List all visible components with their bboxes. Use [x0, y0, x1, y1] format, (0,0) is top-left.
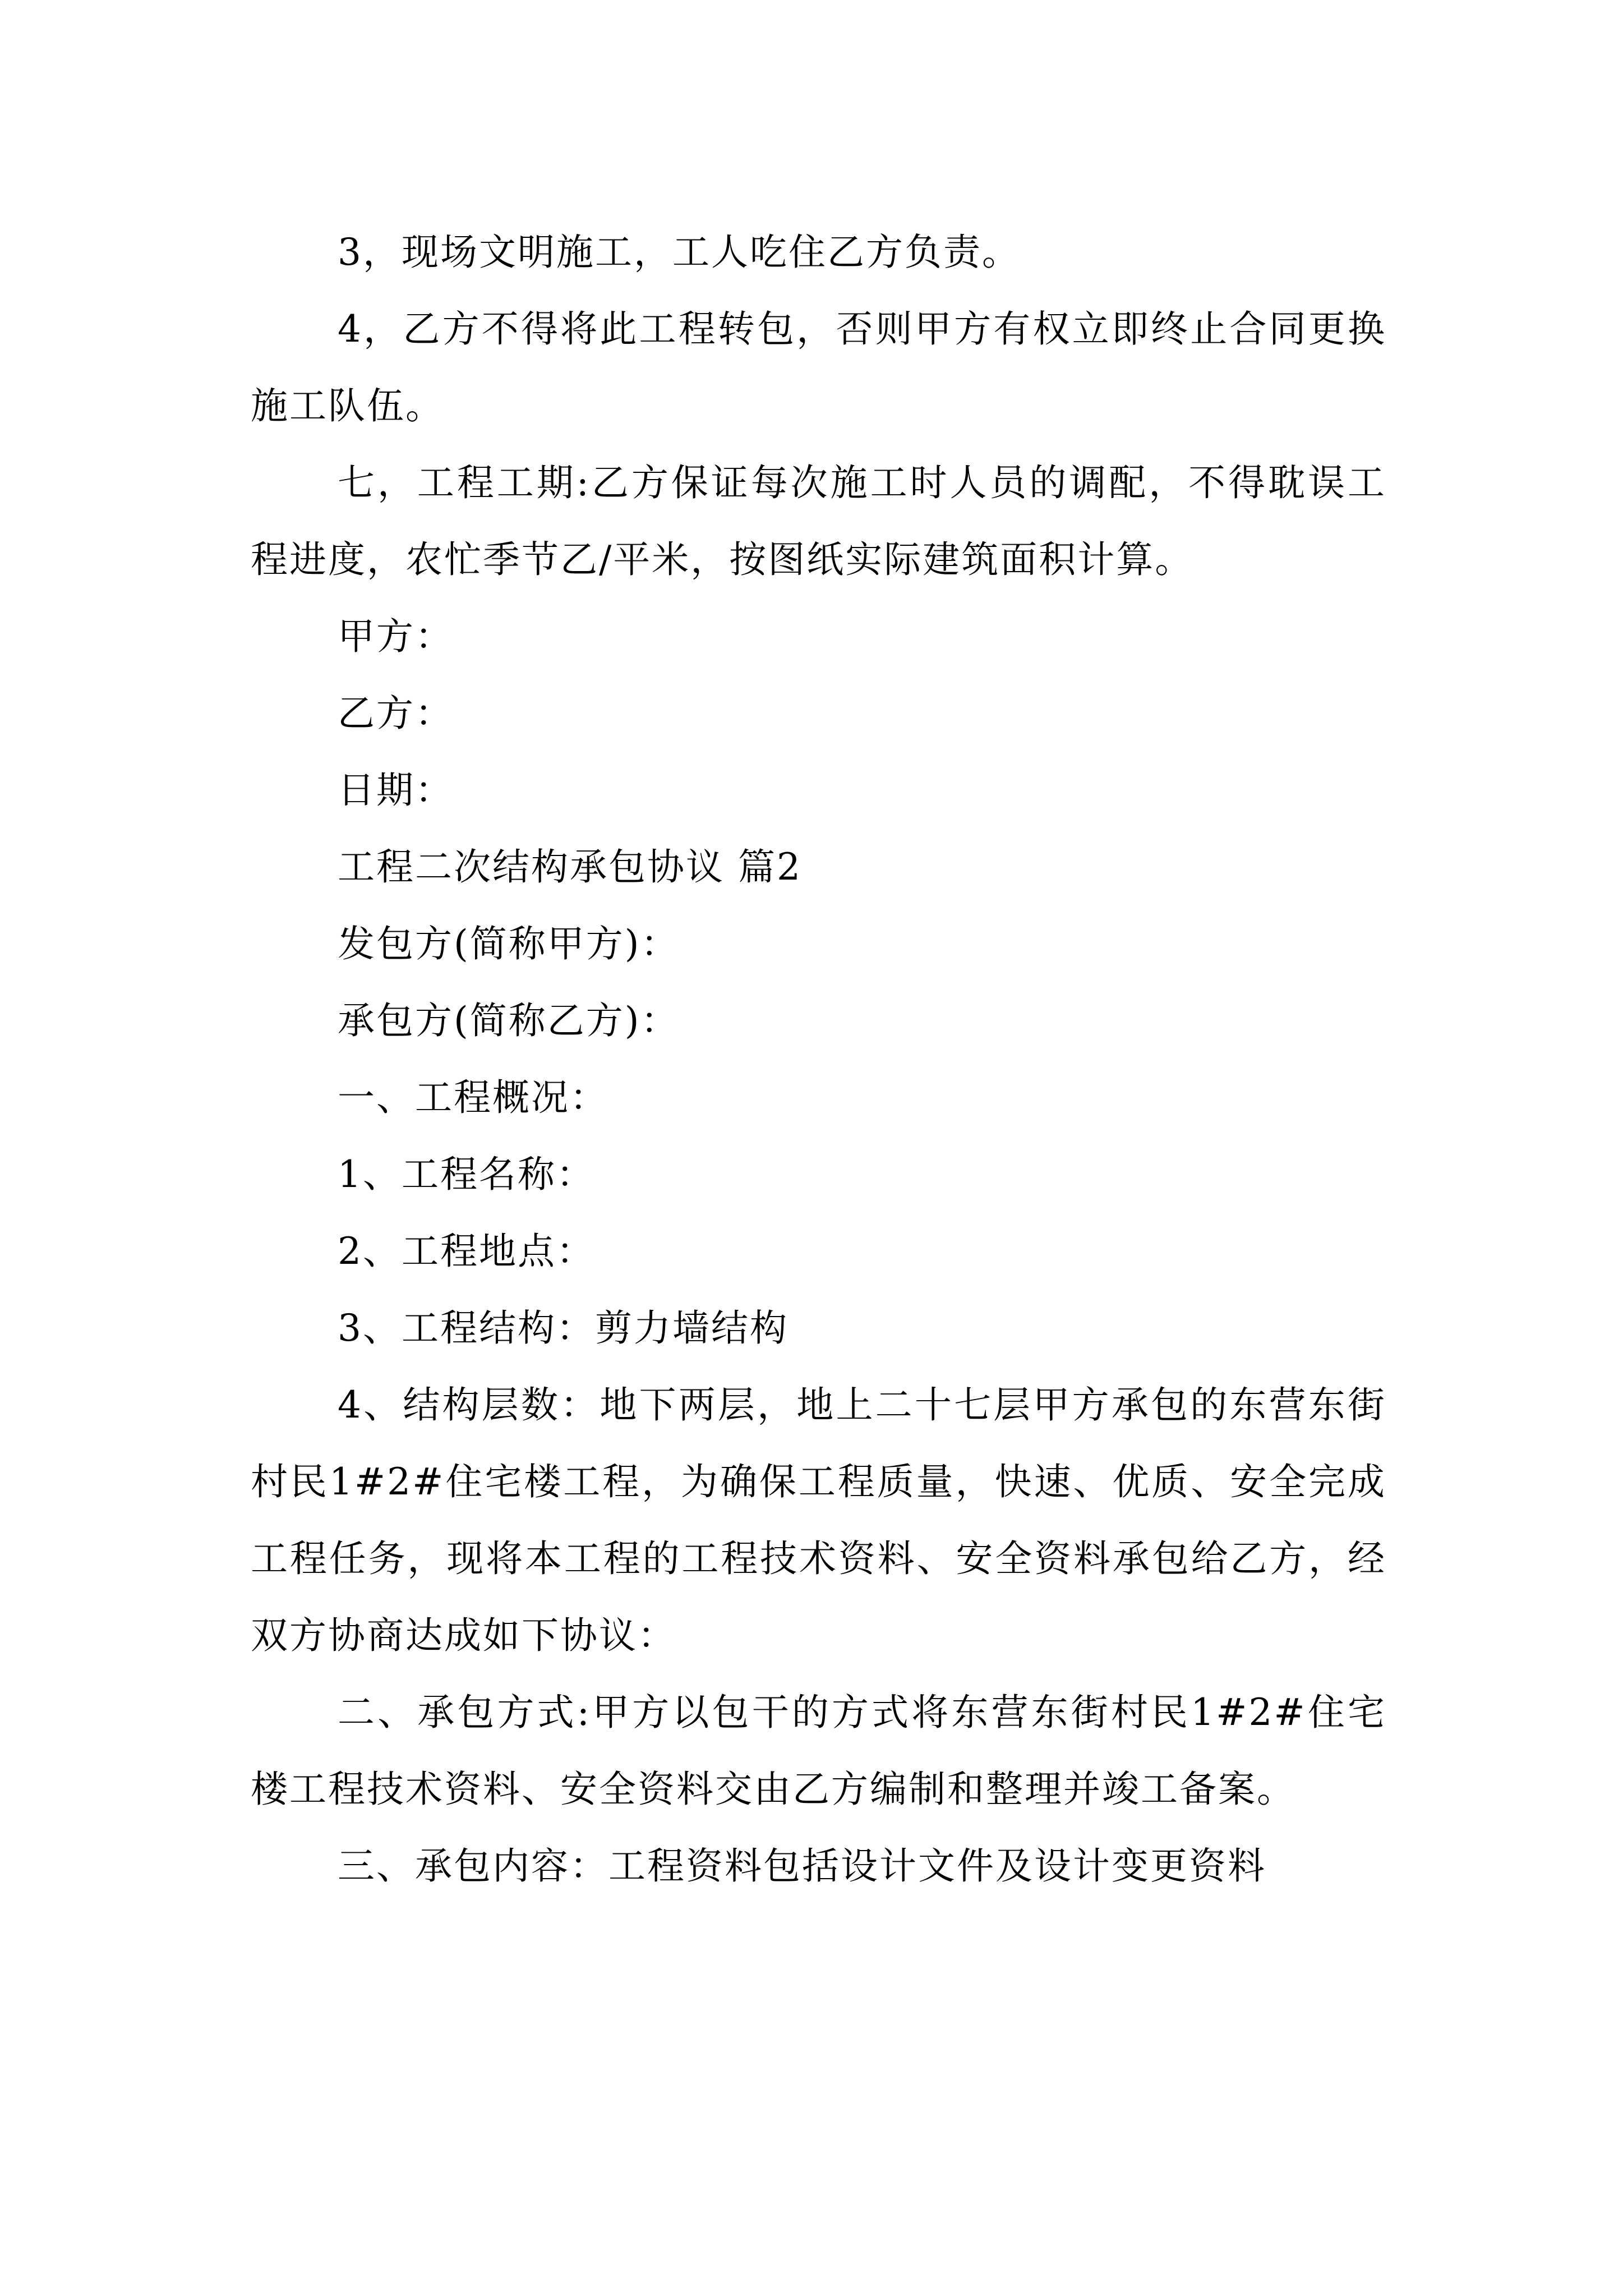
- paragraph-construction-period: 七，工程工期:乙方保证每次施工时人员的调配，不得耽误工程进度，农忙季节乙/平米，按图纸实际建筑面积计算。: [251, 461, 1386, 581]
- paragraph-civilized-construction: 3，现场文明施工，工人吃住乙方负责。: [338, 231, 1021, 274]
- item-project-location: 2、工程地点：: [338, 1230, 595, 1273]
- paragraph-contract-content: 三、承包内容：工程资料包括设计文件及设计变更资料: [338, 1844, 1266, 1888]
- paragraph-no-subcontract: 4，乙方不得将此工程转包，否则甲方有权立即终止合同更换施工队伍。: [251, 307, 1386, 427]
- section-title-agreement-2: 工程二次结构承包协议 篇2: [338, 845, 802, 889]
- document-body: [251, 214, 1386, 1904]
- signature-party-b: 乙方：: [338, 692, 454, 735]
- item-project-structure: 3、工程结构：剪力墙结构: [338, 1306, 789, 1350]
- contractor-line: 承包方(简称乙方)：: [338, 999, 680, 1042]
- item-project-name: 1、工程名称：: [338, 1153, 595, 1196]
- heading-project-overview: 一、工程概况：: [338, 1076, 608, 1119]
- signature-date: 日期：: [338, 769, 454, 812]
- paragraph-contract-method: 二、承包方式:甲方以包干的方式将东营东街村民1#2#住宅楼工程技术资料、安全资料交由乙方编制和整理并竣工备案。: [251, 1691, 1386, 1811]
- signature-party-a: 甲方：: [338, 615, 454, 658]
- item-structure-floors: 4、结构层数：地下两层，地上二十七层甲方承包的东营东街村民1#2#住宅楼工程，为确保工程质量，快速、优质、安全完成工程任务，现将本工程的工程技术资料、安全资料承包给乙方，经双方协商达成如下协议：: [251, 1383, 1386, 1657]
- employer-line: 发包方(简称甲方)：: [338, 922, 680, 965]
